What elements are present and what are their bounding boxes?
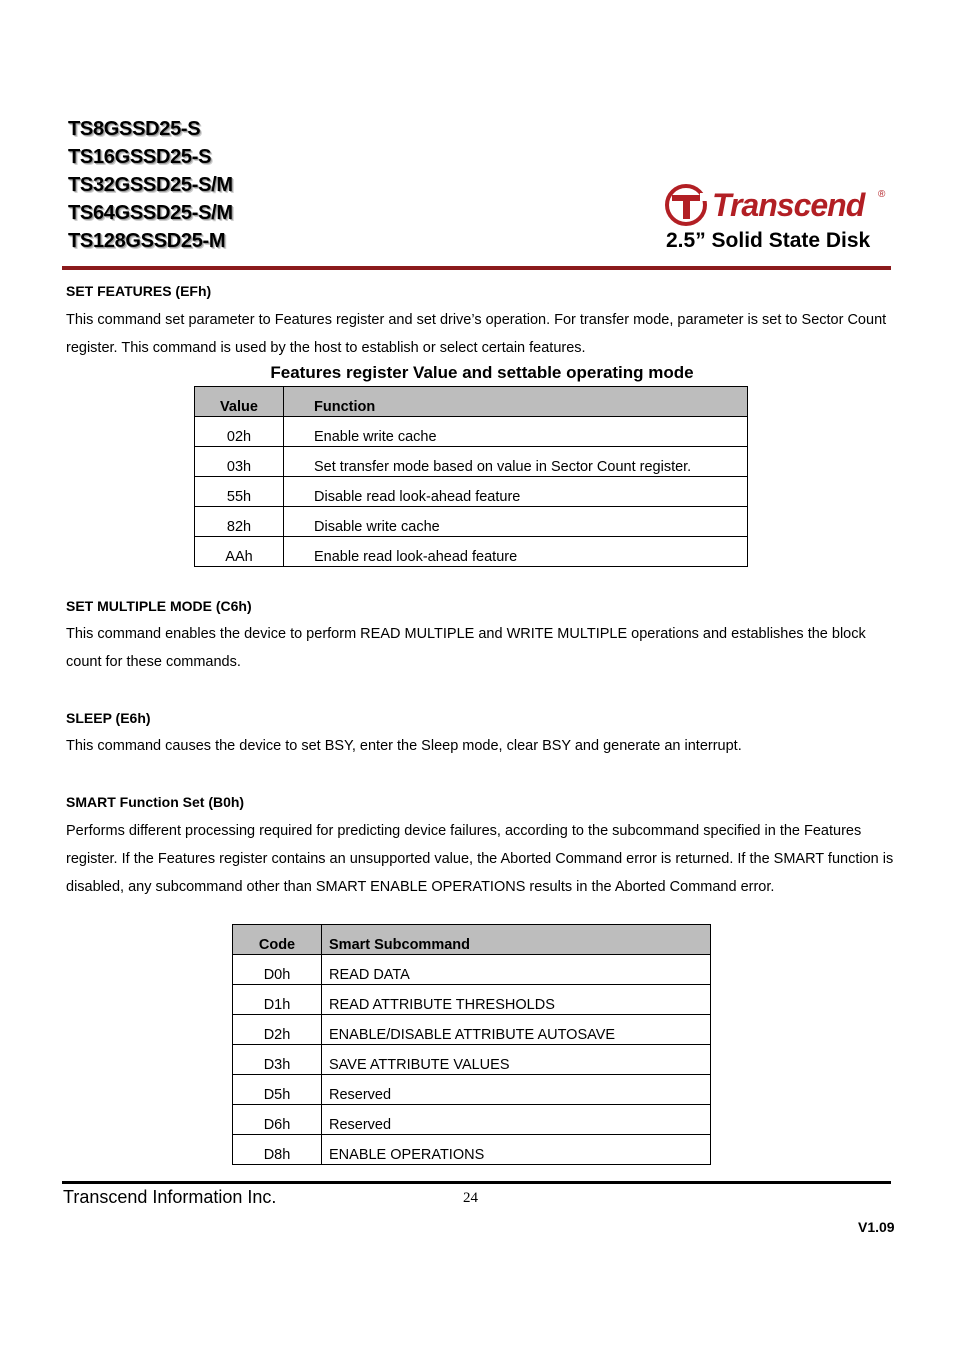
transcend-logo <box>664 183 890 227</box>
smart-body: Performs different processing required for predicting device failures, according to the subcommand specified in the Features register. If the Features register contains an unsupported value, the Aborted Command error is returned. If the SMART function is disabled, any subcommand other than SMART ENABLE OPERATIONS results in the Aborted Command error. <box>66 823 894 895</box>
feature-function: Enable read look-ahead feature <box>284 537 748 567</box>
smart-code: D1h <box>233 985 322 1015</box>
smart-subcommand: READ DATA <box>322 955 711 985</box>
smart-code: D5h <box>233 1075 322 1105</box>
smart-subcommand: SAVE ATTRIBUTE VALUES <box>322 1045 711 1075</box>
smart-code: D0h <box>233 955 322 985</box>
smart-code: D6h <box>233 1105 322 1135</box>
smart-code: D3h <box>233 1045 322 1075</box>
smart-heading: SMART Function Set (B0h) <box>66 794 245 810</box>
table-row <box>195 537 748 567</box>
logo-wordmark: Transcend <box>712 187 865 223</box>
table-row <box>233 1075 711 1105</box>
set-features-heading: SET FEATURES (EFh) <box>66 283 212 299</box>
sleep-heading: SLEEP (E6h) <box>66 710 151 726</box>
set-multiple-heading: SET MULTIPLE MODE (C6h) <box>66 598 252 614</box>
footer-company: Transcend Information Inc. <box>63 1187 277 1207</box>
feature-value: 82h <box>195 507 284 537</box>
feature-function: Disable read look-ahead feature <box>284 477 748 507</box>
table-row <box>233 955 711 985</box>
feature-value: 55h <box>195 477 284 507</box>
page-number: 24 <box>463 1190 478 1206</box>
features-table-caption: Features register Value and settable operating mode <box>270 363 694 382</box>
feature-function: Enable write cache <box>284 417 748 447</box>
model-name-1: TS8GSSD25-S <box>68 118 201 140</box>
document-subtitle: 2.5” Solid State Disk <box>666 229 871 252</box>
model-name-4: TS64GSSD25-S/M <box>68 202 233 224</box>
column-header-function: Function <box>284 387 748 417</box>
model-name-5: TS128GSSD25-M <box>68 230 226 252</box>
document-version: V1.09 <box>858 1219 895 1235</box>
sleep-body: This command causes the device to set BSY, enter the Sleep mode, clear BSY and generate an interrupt. <box>66 738 742 754</box>
table-row <box>233 1015 711 1045</box>
features-table <box>194 386 748 567</box>
model-name-3: TS32GSSD25-S/M <box>68 174 233 196</box>
column-header-subcommand: Smart Subcommand <box>322 925 711 955</box>
feature-value: 03h <box>195 447 284 477</box>
column-header-code: Code <box>233 925 322 955</box>
smart-subcommand: ENABLE/DISABLE ATTRIBUTE AUTOSAVE <box>322 1015 711 1045</box>
table-row <box>195 447 748 477</box>
model-name-2: TS16GSSD25-S <box>68 146 212 168</box>
footer-divider <box>62 1181 891 1184</box>
feature-value: 02h <box>195 417 284 447</box>
smart-subcommand: READ ATTRIBUTE THRESHOLDS <box>322 985 711 1015</box>
smart-code: D2h <box>233 1015 322 1045</box>
smart-subcommand-table <box>232 924 711 1165</box>
table-row <box>233 985 711 1015</box>
smart-subcommand: Reserved <box>322 1075 711 1105</box>
smart-code: D8h <box>233 1135 322 1165</box>
table-header-row <box>195 387 748 417</box>
feature-function: Set transfer mode based on value in Sector Count register. <box>284 447 748 477</box>
set-multiple-body: This command enables the device to perform READ MULTIPLE and WRITE MULTIPLE operations and establishes the block count for these commands. <box>66 626 866 670</box>
table-row <box>195 417 748 447</box>
feature-function: Disable write cache <box>284 507 748 537</box>
header-divider <box>62 266 891 270</box>
column-header-value: Value <box>195 387 284 417</box>
table-row <box>195 477 748 507</box>
transcend-logo-icon <box>664 183 710 227</box>
smart-subcommand: ENABLE OPERATIONS <box>322 1135 711 1165</box>
table-row <box>233 1105 711 1135</box>
smart-subcommand: Reserved <box>322 1105 711 1135</box>
set-features-body: This command set parameter to Features register and set drive’s operation. For transfer mode, parameter is set to Sector Count register. This command is used by the host to establish or select certain features. <box>66 312 887 356</box>
feature-value: AAh <box>195 537 284 567</box>
table-row <box>195 507 748 537</box>
table-row <box>233 1135 711 1165</box>
table-row <box>233 1045 711 1075</box>
registered-mark: ® <box>878 189 886 200</box>
table-header-row <box>233 925 711 955</box>
